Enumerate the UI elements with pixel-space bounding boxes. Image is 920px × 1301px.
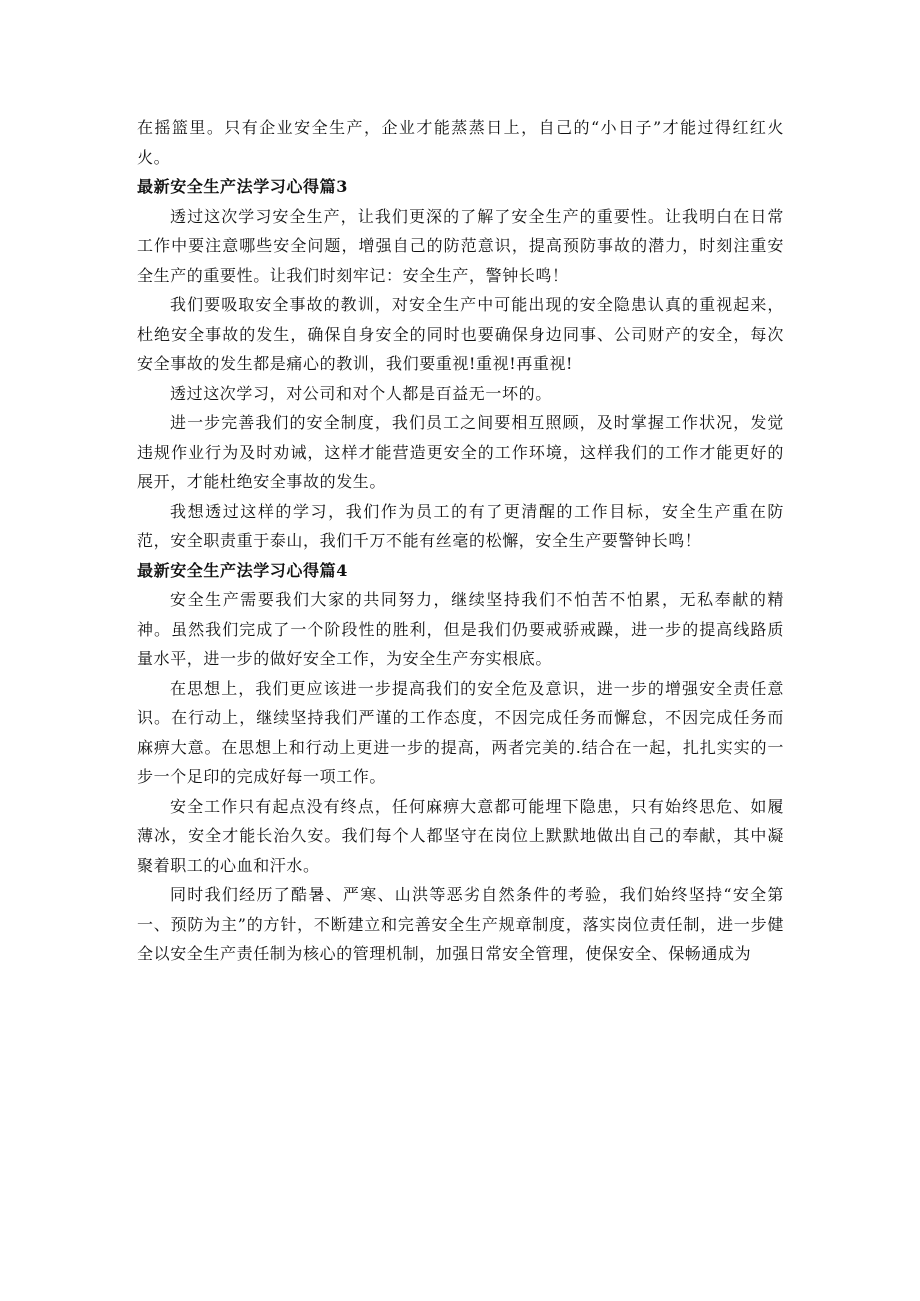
section-3-paragraph: 透过这次学习安全生产，让我们更深的了解了安全生产的重要性。让我明白在日常工作中要注意哪些安全问题，增强自己的防范意识，提高预防事故的潜力，时刻注重安全生产的重要性。让我们时刻牢记：安全生产，警钟长鸣！ xyxy=(137,206,784,285)
section-3-paragraph: 透过这次学习，对公司和对个人都是百益无一坏的。 xyxy=(170,383,552,403)
section-4-paragraph: 同时我们经历了酷暑、严寒、山洪等恶劣自然条件的考验，我们始终坚持“安全第一、预防为主”的方针，不断建立和完善安全生产规章制度，落实岗位责任制，进一步健全以安全生产责任制为核心的管理机制，加强日常安全管理，使保安全、保畅通成为 xyxy=(137,885,784,963)
section-4-paragraph: 安全工作只有起点没有终点，任何麻痹大意都可能埋下隐患，只有始终思危、如履薄冰，安全才能长治久安。我们每个人都坚守在岗位上默默地做出自己的奉献，其中凝聚着职工的心血和汗水。 xyxy=(137,796,784,875)
section-3-heading: 最新安全生产法学习心得篇3 xyxy=(137,177,348,196)
intro-paragraph: 在摇篮里。只有企业安全生产，企业才能蒸蒸日上，自己的“小日子”才能过得红红火火。 xyxy=(137,118,784,167)
section-4-paragraph: 在思想上，我们更应该进一步提高我们的安全危及意识，进一步的增强安全责任意识。在行动上，继续坚持我们严谨的工作态度，不因完成任务而懈怠，不因完成任务而麻痹大意。在思想上和行动上更进一步的提高，两者完美的.结合在一起，扎扎实实的一步一个足印的完成好每一项工作。 xyxy=(137,678,784,786)
section-4-paragraph: 安全生产需要我们大家的共同努力，继续坚持我们不怕苦不怕累，无私奉献的精神。虽然我们完成了一个阶段性的胜利，但是我们仍要戒骄戒躁，进一步的提高线路质量水平，进一步的做好安全工作，为安全生产夯实根底。 xyxy=(137,590,784,668)
section-4-heading: 最新安全生产法学习心得篇4 xyxy=(137,560,348,580)
section-3-paragraph: 进一步完善我们的安全制度，我们员工之间要相互照顾，及时掌握工作状况，发觉违规作业行为及时劝诫，这样才能营造更安全的工作环境，这样我们的工作才能更好的展开，才能杜绝安全事故的发生。 xyxy=(137,413,784,491)
section-3-paragraph: 我想透过这样的学习，我们作为员工的有了更清醒的工作目标，安全生产重在防范，安全职责重于泰山，我们千万不能有丝毫的松懈，安全生产要警钟长鸣！ xyxy=(137,501,784,550)
document-body xyxy=(137,113,784,969)
section-3-paragraph: 我们要吸取安全事故的教训，对安全生产中可能出现的安全隐患认真的重视起来，杜绝安全事故的发生，确保自身安全的同时也要确保身边同事、公司财产的安全，每次安全事故的发生都是痛心的教训，我们要重视!重视!再重视! xyxy=(137,295,784,373)
